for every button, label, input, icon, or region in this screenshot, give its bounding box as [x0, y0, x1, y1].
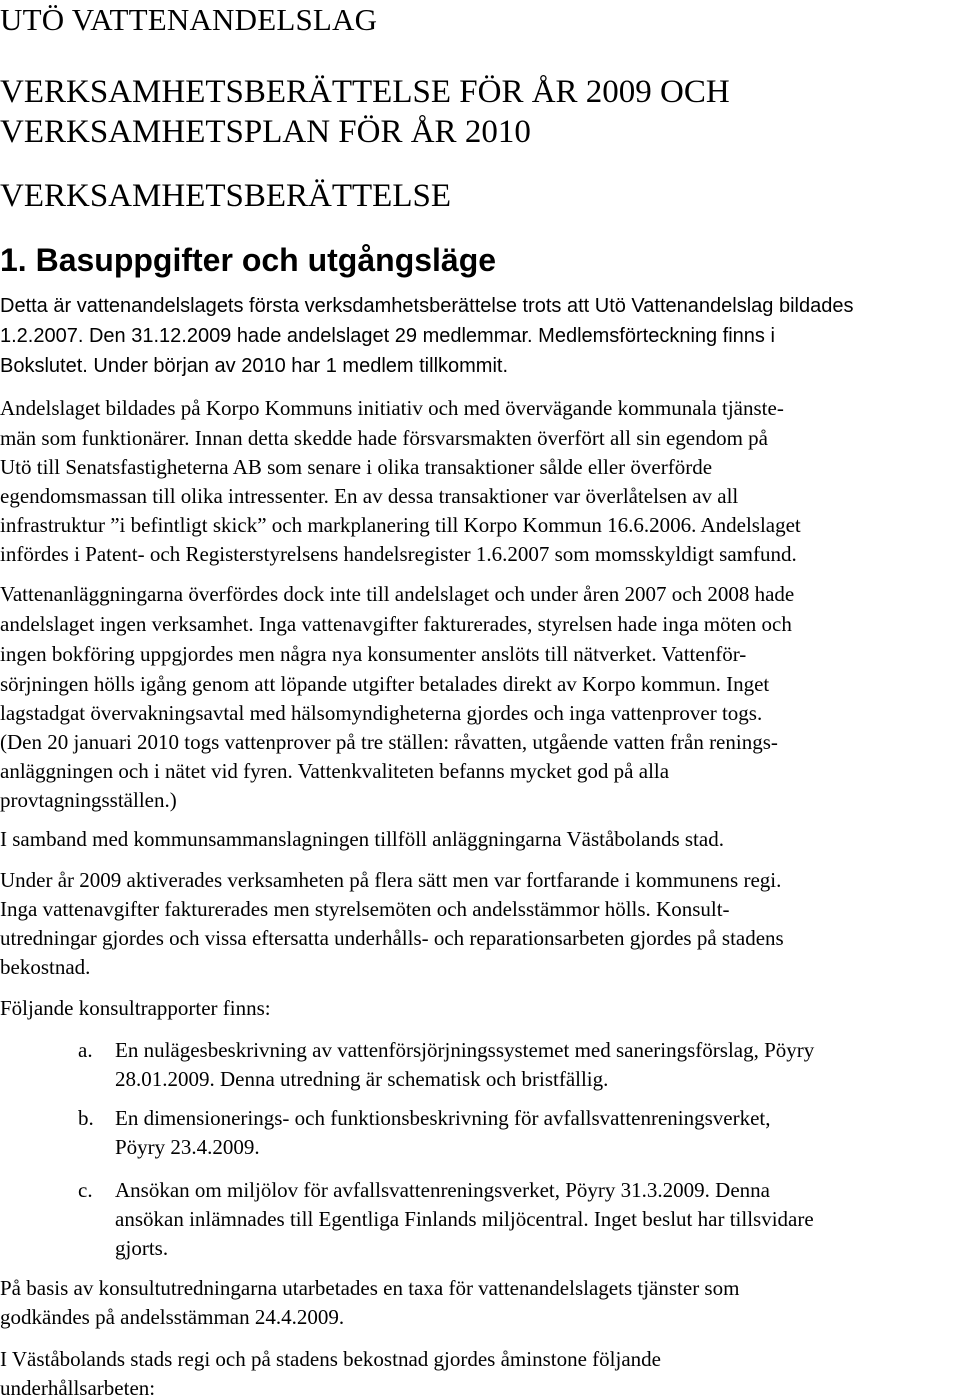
list-item-line: 28.01.2009. Denna utredning är schematisk och bristfällig.	[115, 1067, 609, 1091]
paragraph-line: underhållsarbeten:	[0, 1376, 156, 1400]
list-item-line: gjorts.	[115, 1236, 169, 1260]
paragraph-line: Utö till Senatsfastigheterna AB som senare i olika transaktioner sålde eller överförde	[0, 455, 713, 479]
paragraph-line: lagstadgat övervakningsavtal med hälsomyndigheterna gjordes och inga vattenprover togs.	[0, 701, 763, 725]
paragraph-line: andelslaget ingen verksamhet. Inga vattenavgifter fakturerades, styrelsen hade inga möten och	[0, 612, 792, 636]
list-item-line: ansökan inlämnades till Egentliga Finlands miljöcentral. Inget beslut har tillsvidare	[115, 1207, 814, 1231]
paragraph-line: Bokslutet. Under början av 2010 har 1 medlem tillkommit.	[0, 355, 509, 377]
paragraph-line: godkändes på andelsstämman 24.4.2009.	[0, 1305, 345, 1329]
paragraph-line: sörjningen hölls igång genom att löpande utgifter betalades direkt av Korpo kommun. Inget	[0, 672, 770, 696]
document-title-line-1: VERKSAMHETSBERÄTTELSE FÖR ÅR 2009 OCH	[0, 74, 730, 110]
paragraph-line: I Väståbolands stads regi och på stadens bekostnad gjordes åminstone följande	[0, 1347, 661, 1371]
section-title: VERKSAMHETSBERÄTTELSE	[0, 178, 452, 214]
paragraph-line: Följande konsultrapporter finns:	[0, 996, 271, 1020]
paragraph-line: egendomsmassan till olika intressenter. En av dessa transaktioner var överlåtelsen av all	[0, 484, 739, 508]
paragraph-line: anläggningen och i nätet vid fyren. Vattenkvaliteten befanns mycket god på alla	[0, 759, 670, 783]
paragraph-line: Inga vattenavgifter fakturerades men styrelsemöten och andelsstämmor hölls. Konsult-	[0, 897, 730, 921]
paragraph-line: provtagningsställen.)	[0, 788, 177, 812]
list-label: a.	[78, 1038, 93, 1062]
paragraph-line: Under år 2009 aktiverades verksamheten på flera sätt men var fortfarande i kommunens regi.	[0, 868, 782, 892]
paragraph-line: Vattenanläggningarna överfördes dock inte till andelslaget och under åren 2007 och 2008 hade	[0, 582, 795, 606]
list-label: c.	[78, 1178, 93, 1202]
list-item-line: En dimensionerings- och funktionsbeskrivning för avfallsvattenreningsverket,	[115, 1106, 771, 1130]
list-item-line: En nulägesbeskrivning av vattenförsjörjningssystemet med saneringsförslag, Pöyry	[115, 1038, 815, 1062]
list-label: b.	[78, 1106, 94, 1130]
paragraph-line: (Den 20 januari 2010 togs vattenprover på tre ställen: råvatten, utgående vatten från renings-	[0, 730, 778, 754]
paragraph-line: Detta är vattenandelslagets första verksdamhetsberättelse trots att Utö Vattenandelslag bildades	[0, 295, 854, 317]
list-item-line: Ansökan om miljölov för avfallsvattenreningsverket, Pöyry 31.3.2009. Denna	[115, 1178, 770, 1202]
paragraph-line: bekostnad.	[0, 955, 91, 979]
list-item-line: Pöyry 23.4.2009.	[115, 1135, 260, 1159]
document-title-line-2: VERKSAMHETSPLAN FÖR ÅR 2010	[0, 114, 531, 150]
paragraph-line: I samband med kommunsammanslagningen tillföll anläggningarna Väståbolands stad.	[0, 827, 724, 851]
paragraph-line: män som funktionärer. Innan detta skedde hade försvarsmakten överfört all sin egendom på	[0, 426, 769, 450]
organization-name: UTÖ VATTENANDELSLAG	[0, 2, 378, 37]
section-heading: 1. Basuppgifter och utgångsläge	[0, 242, 497, 278]
paragraph-line: Andelslaget bildades på Korpo Kommuns initiativ och med övervägande kommunala tjänste-	[0, 396, 784, 420]
paragraph-line: På basis av konsultutredningarna utarbetades en taxa för vattenandelslagets tjänster som	[0, 1276, 740, 1300]
paragraph-line: 1.2.2007. Den 31.12.2009 hade andelslaget 29 medlemmar. Medlemsförteckning finns i	[0, 325, 775, 347]
paragraph-line: ingen bokföring uppgjordes men några nya konsumenter anslöts till nätverket. Vattenför-	[0, 642, 747, 666]
paragraph-line: infördes i Patent- och Registerstyrelsens handelsregister 1.6.2007 som momsskyldigt samfund.	[0, 542, 797, 566]
paragraph-line: infrastruktur ”i befintligt skick” och markplanering till Korpo Kommun 16.6.2006. Andelslaget	[0, 513, 801, 537]
paragraph-line: utredningar gjordes och vissa eftersatta underhålls- och reparationsarbeten gjordes på stadens	[0, 926, 784, 950]
